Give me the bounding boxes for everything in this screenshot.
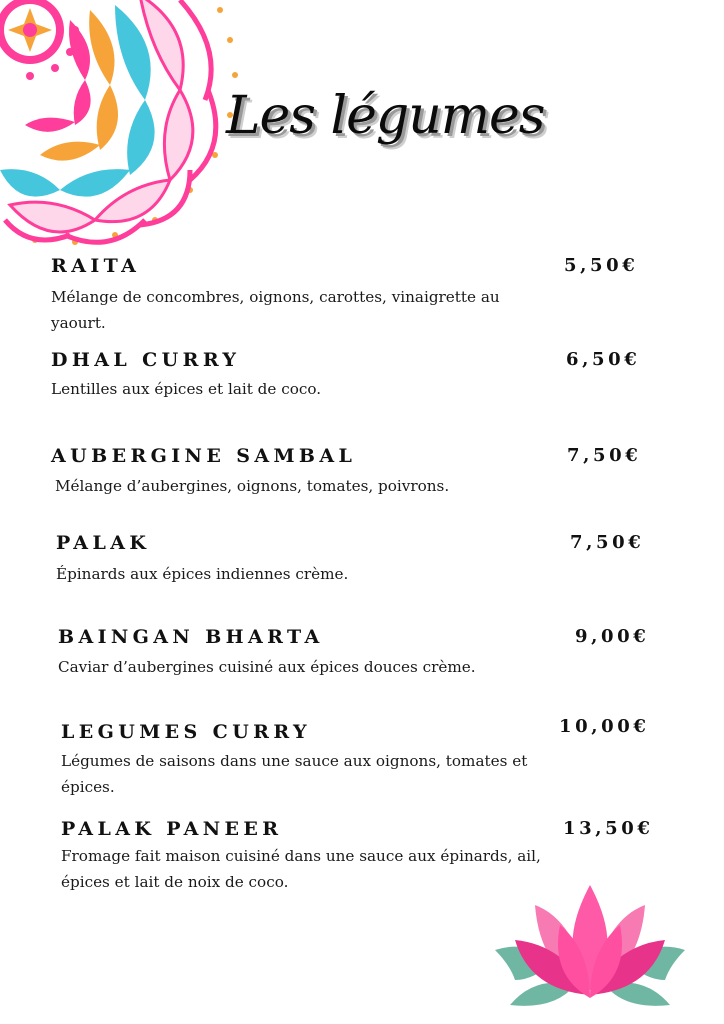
dish-price: 7,50€ — [567, 445, 642, 466]
dish-price: 13,50€ — [563, 818, 654, 839]
dish-name: LEGUMES CURRY — [61, 721, 311, 743]
dish-description: Fromage fait maison cuisiné dans une sauce aux épinards, ail, épices et lait de noix de coco. — [61, 847, 541, 891]
dish-price: 7,50€ — [570, 532, 645, 553]
dish-name: PALAK PANEER — [61, 818, 283, 840]
mandala-ornament-icon — [0, 0, 240, 255]
dish-description: Mélange de concombres, oignons, carottes, vinaigrette au yaourt. — [51, 288, 500, 332]
dish-description: Mélange d’aubergines, oignons, tomates, poivrons. — [55, 477, 450, 495]
dish-price: 9,00€ — [575, 626, 650, 647]
dish-description: Légumes de saisons dans une sauce aux oignons, tomates et épices. — [61, 752, 528, 796]
dish-description: Caviar d’aubergines cuisiné aux épices douces crème. — [58, 658, 476, 676]
dish-description: Lentilles aux épices et lait de coco. — [51, 380, 322, 398]
dish-name: PALAK — [56, 532, 151, 554]
dish-name: DHAL CURRY — [51, 349, 241, 371]
lotus-flower-icon — [495, 880, 685, 1020]
dish-price: 5,50€ — [564, 255, 639, 276]
page-title: Les légumes — [226, 86, 545, 146]
dish-description: Épinards aux épices indiennes crème. — [56, 565, 349, 583]
dish-name: AUBERGINE SAMBAL — [51, 445, 357, 467]
dish-price: 10,00€ — [559, 716, 650, 737]
dish-name: RAITA — [51, 255, 141, 277]
dish-name: BAINGAN BHARTA — [58, 626, 324, 648]
dish-price: 6,50€ — [566, 349, 641, 370]
